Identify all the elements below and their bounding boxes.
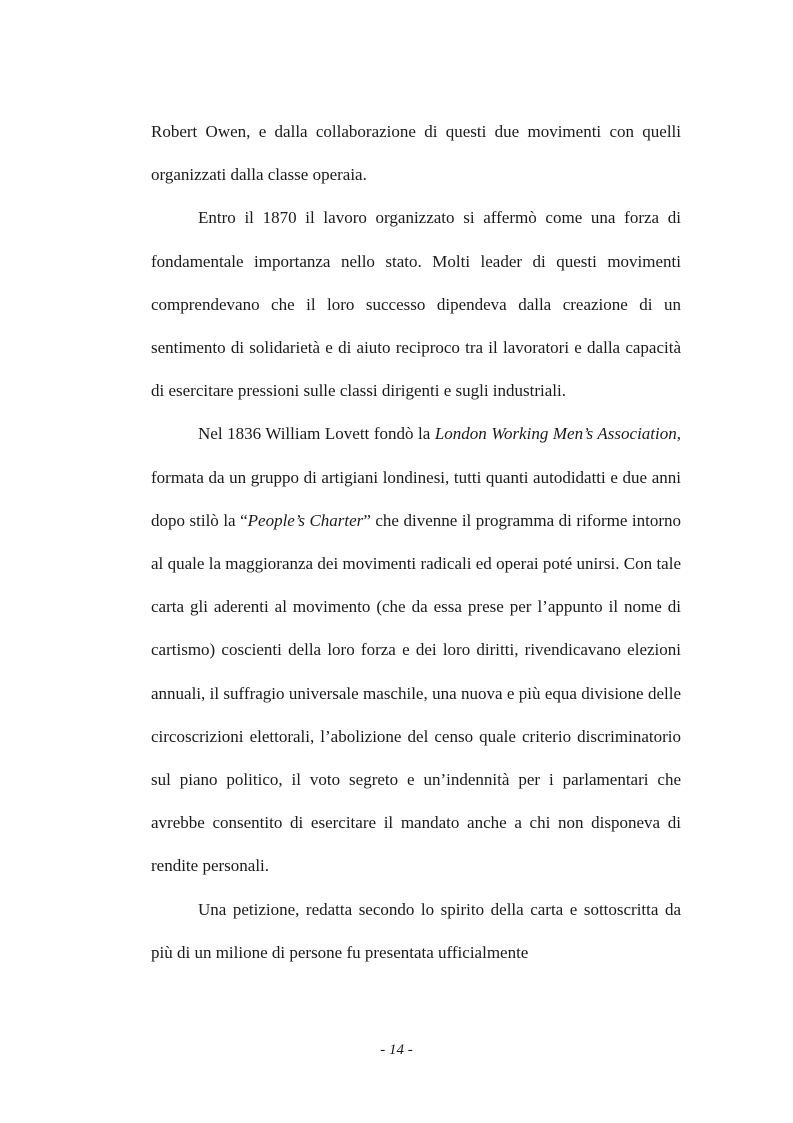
paragraph-petizione: Una petizione, redatta secondo lo spirito della carta e sottoscritta da più di un milione di persone fu presentata ufficialmente (151, 899, 681, 962)
paragraph-lovett (151, 412, 681, 887)
paragraph-lovett-text-3: ” che divenne il programma di riforme intorno al quale la maggioranza dei movimenti radicali ed operai poté unirsi. Con tale carta gli aderenti al movimento (che da essa prese per l’appunto il nome di cartismo) coscienti della loro forza e dei loro diritti, rivendicavano elezioni annuali, il suffragio universale maschile, una nuova e più equa divisione delle circoscrizioni elettorali, l’abolizione del censo quale criterio discriminatorio sul piano politico, il voto segreto e un’indennità per i parlamentari che avrebbe consentito di esercitare il mandato anche a chi non disponeva di rendite personali. (151, 510, 682, 876)
page-number: - 14 - (380, 1042, 413, 1058)
paragraph-1870: Entro il 1870 il lavoro organizzato si affermò come una forza di fondamentale importanza nello stato. Molti leader di questi movimenti comprendevano che il loro successo dipendeva dalla creazione di un sentimento di solidarietà e di aiuto reciproco tra il lavoratori e dalla capacità di esercitare pressioni sulle classi dirigenti e sugli industriali. (151, 208, 681, 401)
paragraph-lovett-text-1: Nel 1836 William Lovett fondò la (198, 424, 435, 444)
paragraph-lovett-text-2: , formata da un gruppo di artigiani londinesi, tutti quanti autodidatti e due anni dopo stilò la “ (151, 424, 681, 530)
charter-name: People’s Charter (247, 510, 364, 530)
document-body (151, 110, 681, 974)
paragraph-continuation: Robert Owen, e dalla collaborazione di questi due movimenti con quelli organizzati dalla classe operaia. (151, 122, 681, 185)
association-name: London Working Men’s Association (434, 424, 677, 444)
